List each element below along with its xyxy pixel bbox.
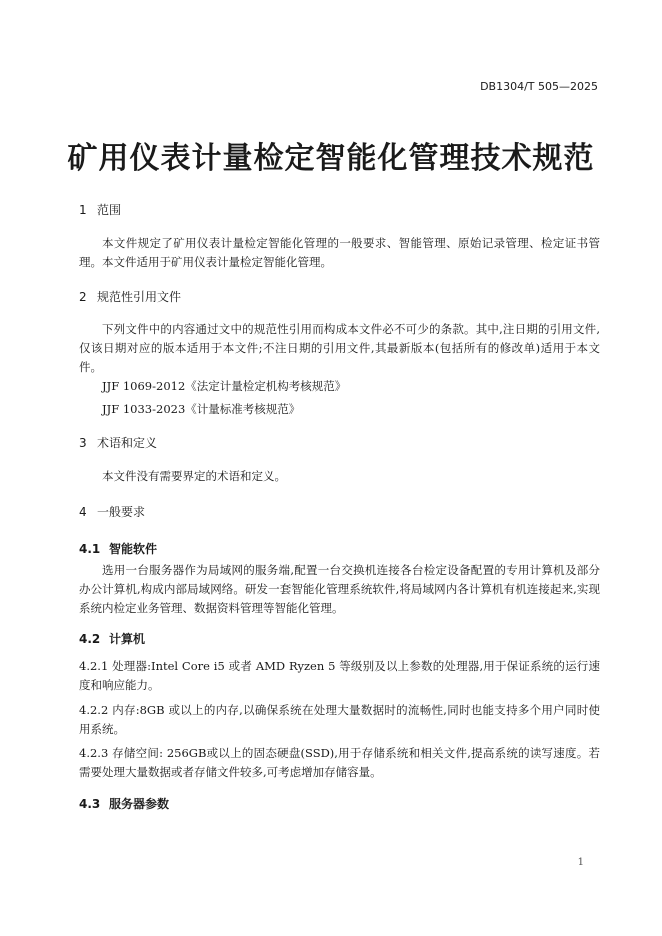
reference-item: JJF 1033-2023《计量标准考核规范》	[102, 402, 301, 416]
section-4-1-heading	[79, 540, 157, 557]
section-2-heading	[79, 288, 181, 305]
section-number: 1	[79, 203, 87, 217]
section-number: 2	[79, 290, 87, 304]
document-code: DB1304/T 505—2025	[480, 80, 598, 93]
section-number: 4	[79, 505, 87, 519]
reference-item: JJF 1069-2012《法定计量检定机构考核规范》	[102, 379, 347, 393]
section-number: 4.1	[79, 542, 101, 556]
page-number: 1	[577, 857, 584, 868]
section-title: 智能软件	[109, 542, 158, 556]
section-4-heading	[79, 503, 145, 520]
section-4-1-paragraph-1: 选用一台服务器作为局域网的服务端,配置一台交换机连接各台检定设备配置的专用计算机及部分办公计算机,构成内部局域网络。研发一套智能化管理系统软件,将局域网内各计算机有机连接起来,实现系统内检定业务管理、数据资料管理等智能化管理。	[79, 563, 600, 615]
clause-4-2-1: 4.2.1 处理器:Intel Core i5 或者 AMD Ryzen 5 等级别及以上参数的处理器,用于保证系统的运行速度和响应能力。	[79, 659, 600, 692]
section-1-paragraph-2: 本文件适用于矿用仪表计量检定智能化管理。	[102, 255, 332, 269]
section-title: 一般要求	[97, 505, 146, 519]
section-title: 计算机	[109, 632, 146, 646]
section-title: 术语和定义	[97, 436, 158, 450]
section-3-paragraph-1: 本文件没有需要界定的术语和定义。	[102, 469, 286, 483]
section-number: 4.2	[79, 632, 101, 646]
section-number: 3	[79, 436, 87, 450]
section-title: 服务器参数	[109, 797, 170, 811]
section-title: 范围	[97, 203, 122, 217]
section-2-paragraph-1: 下列文件中的内容通过文中的规范性引用而构成本文件必不可少的条款。其中,注日期的引用文件,仅该日期对应的版本适用于本文件;不注日期的引用文件,其最新版本(包括所有的修改单)适用于本文件。	[79, 322, 600, 374]
document-title: 矿用仪表计量检定智能化管理技术规范	[67, 141, 595, 176]
section-1-paragraph-1: 本文件规定了矿用仪表计量检定智能化管理的一般要求、智能管理、原始记录管理、检定证书管理。	[79, 236, 600, 269]
clause-4-2-2: 4.2.2 内存:8GB 或以上的内存,以确保系统在处理大量数据时的流畅性,同时也能支持多个用户同时使用系统。	[79, 703, 600, 736]
clause-4-2-3: 4.2.3 存储空间: 256GB或以上的固态硬盘(SSD),用于存储系统和相关文件,提高系统的读写速度。若需要处理大量数据或者存储文件较多,可考虑增加存储容量。	[79, 746, 600, 779]
section-4-2-heading	[79, 630, 145, 647]
section-title: 规范性引用文件	[97, 290, 182, 304]
section-3-heading	[79, 434, 157, 451]
section-4-3-heading	[79, 795, 169, 812]
section-number: 4.3	[79, 797, 101, 811]
section-1-heading	[79, 201, 121, 218]
